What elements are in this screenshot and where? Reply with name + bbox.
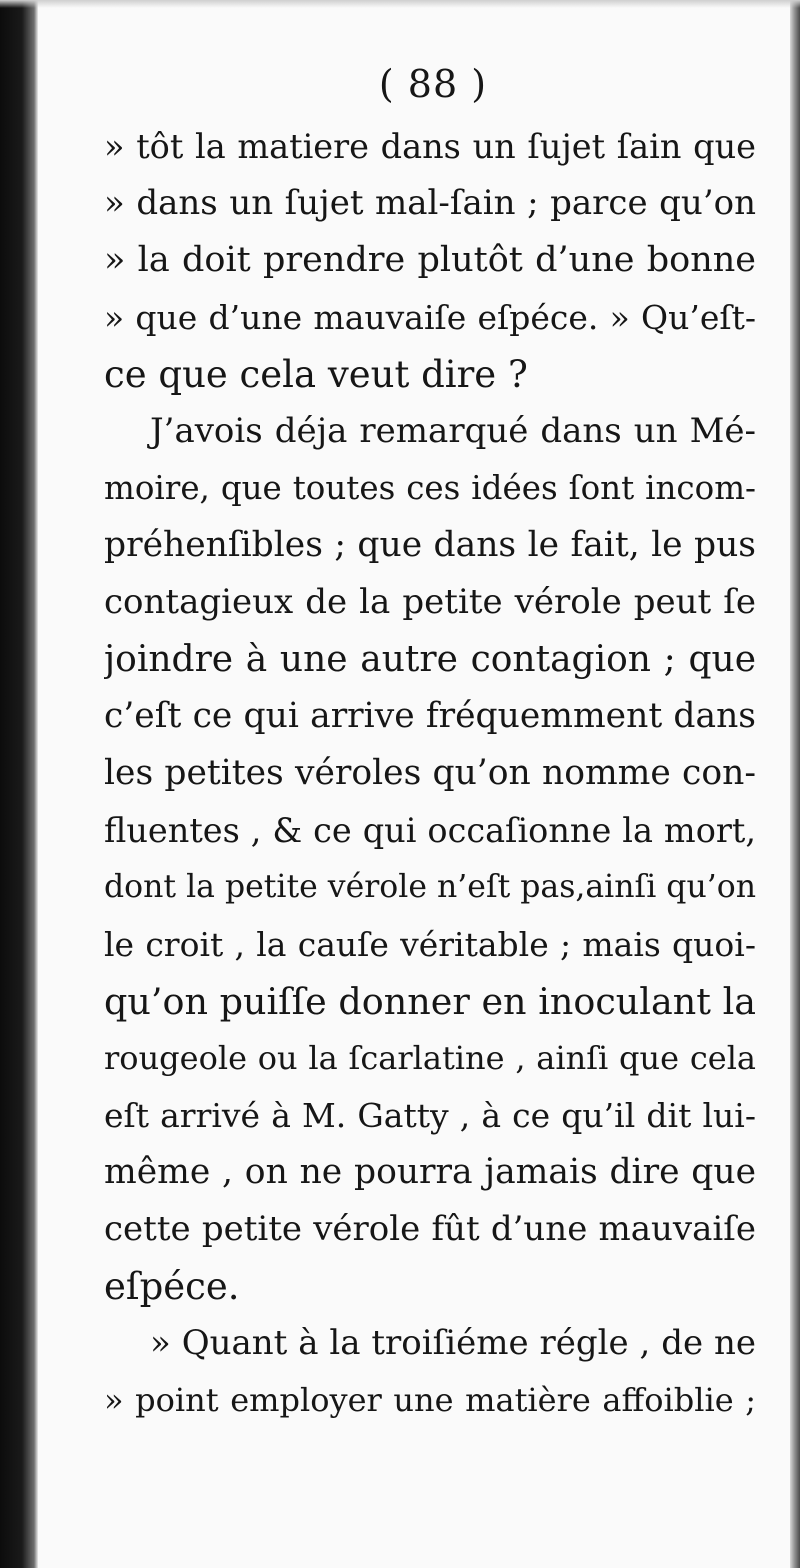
text-line: même , on ne pourra jamais dire que (104, 1152, 756, 1192)
page-edge-shadow (790, 0, 800, 1568)
text-line: le croit , la cauſe véritable ; mais quoi- (104, 925, 756, 964)
text-line: les petites véroles qu’on nomme con- (104, 753, 756, 793)
text-line: » tôt la matiere dans un ſujet ſain que (104, 127, 756, 166)
text-line: cette petite vérole fût d’une mauvaiſe (104, 1209, 756, 1249)
text-line: » Quant à la troiſiéme régle , de ne (150, 1323, 756, 1363)
top-edge-shadow (0, 0, 800, 8)
text-line: » la doit prendre plutôt d’une bonne (104, 240, 756, 280)
body-text (104, 118, 756, 1429)
text-line: » que d’une mauvaiſe eſpéce. » Qu’eſt- (104, 298, 756, 337)
text-line: qu’on puiſſe donner en inoculant la (104, 980, 756, 1023)
binding-gutter (0, 0, 38, 1568)
text-line: » point employer une matière affoiblie ; (104, 1381, 756, 1419)
text-line: c’eſt ce qui arrive fréquemment dans (104, 696, 756, 736)
text-line: eſpéce. (104, 1265, 240, 1308)
text-line: contagieux de la petite vérole peut ſe (104, 582, 756, 622)
text-line: rougeole ou la ſcarlatine , ainſi que cela (104, 1039, 756, 1077)
text-line: joindre à une autre contagion ; que (104, 639, 756, 680)
text-line: préhenſibles ; que dans le fait, le pus (104, 525, 756, 565)
text-line: dont la petite vérole n’eſt pas,ainſi qu’on (104, 869, 756, 905)
text-line: ce que cela veut dire ? (104, 353, 528, 396)
text-line: fluentes , & ce qui occaſionne la mort, (104, 811, 756, 850)
text-line: » dans un ſujet mal-ſain ; parce qu’on (104, 183, 756, 223)
text-line: J’avois déja remarqué dans un Mé- (150, 411, 756, 451)
text-line: moire, que toutes ces idées ſont incom- (104, 469, 756, 507)
page-number: ( 88 ) (378, 62, 488, 106)
text-line: eſt arrivé à M. Gatty , à ce qu’il dit lui- (104, 1096, 756, 1135)
